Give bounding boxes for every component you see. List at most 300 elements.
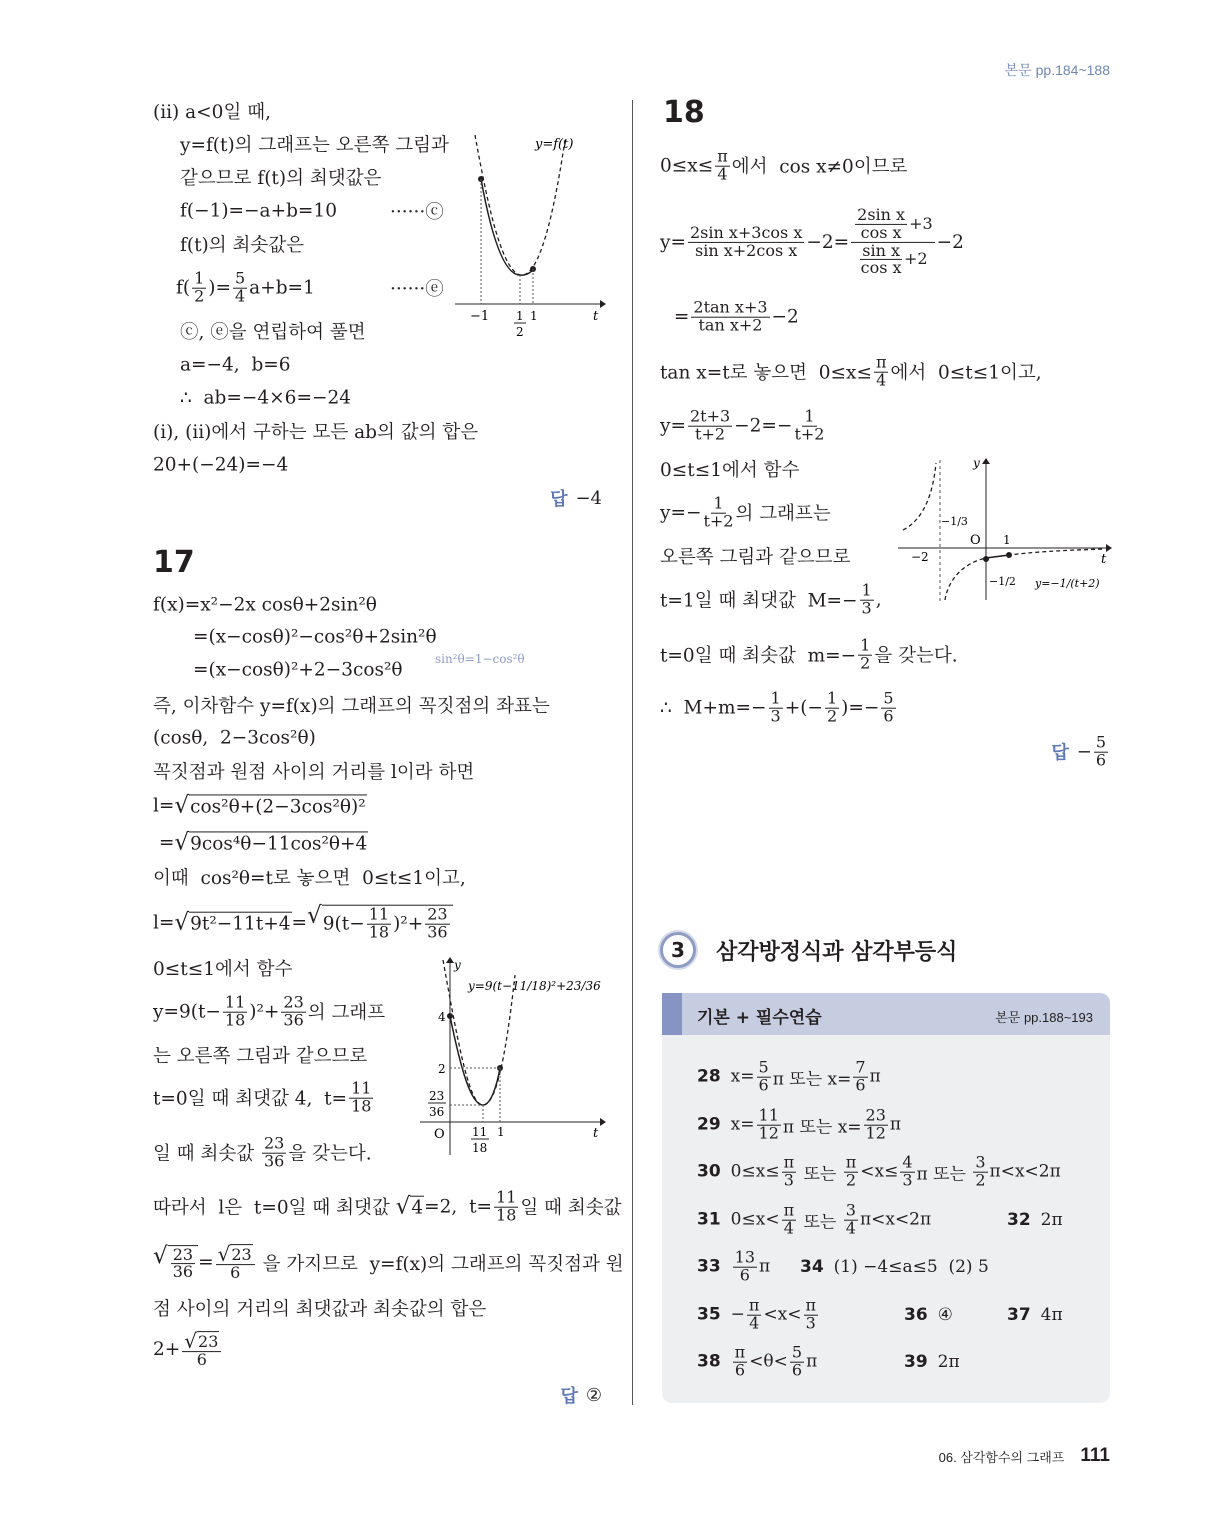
math-text: π <box>869 1067 881 1087</box>
math-text: 1 <box>861 580 872 600</box>
math-text: 11 <box>224 992 246 1012</box>
math-text: +3 <box>909 213 933 233</box>
math-text: 20+(−24)=−4 <box>153 454 289 476</box>
math-text: 6 <box>855 1075 866 1095</box>
answer-item <box>1007 1210 1063 1230</box>
axis-label: t <box>1101 552 1107 567</box>
math-text: ⓒ, ⓔ을 연립하여 풀면 <box>180 322 366 343</box>
solution-line <box>153 831 368 854</box>
item-number: 28 <box>697 1067 721 1087</box>
math-text: y=9(t− <box>153 1001 221 1023</box>
solution-line <box>153 1331 223 1369</box>
graph-label: y=f(t) <box>535 137 574 152</box>
math-text: 5 <box>1095 732 1106 752</box>
math-text: π<x<2π <box>989 1162 1061 1182</box>
math-text: 6 <box>230 1263 241 1283</box>
math-text: +(− <box>784 697 823 719</box>
math-text: 같으므로 f(t)의 최댓값은 <box>180 168 382 189</box>
solution-line <box>668 297 799 335</box>
math-text: 3 <box>845 1200 856 1220</box>
math-text: <x≤ <box>860 1162 899 1182</box>
solution-line <box>180 164 381 190</box>
square-root: √ 9cos⁴θ−11cos²θ+4 <box>174 829 368 856</box>
axis-label: y <box>454 958 461 972</box>
math-text: 을 갖는다. <box>874 646 958 667</box>
solution-line <box>180 318 366 344</box>
fraction <box>349 1078 373 1116</box>
solution-line <box>660 543 850 569</box>
math-text: f(t)의 최솟값은 <box>180 235 304 256</box>
math-text: 1 <box>860 635 871 655</box>
solution-line <box>660 204 964 278</box>
fraction <box>688 222 804 260</box>
graph-hyperbola-18 <box>893 455 1118 605</box>
math-text: f( <box>176 277 191 299</box>
math-text: 18 <box>351 1096 372 1116</box>
fraction <box>182 1331 221 1369</box>
tick-label: −1/2 <box>989 575 1016 588</box>
math-text: (cosθ, 2−3cos²θ) <box>153 727 316 749</box>
solution-line <box>153 455 288 476</box>
math-text: π<x<2π <box>859 1210 932 1230</box>
problem-number: 18 <box>663 95 705 130</box>
math-text: (ⅰ), (ⅱ)에서 구하는 모든 ab의 값의 합은 <box>153 422 479 443</box>
math-text: 0≤t≤1에서 함수 <box>660 460 800 481</box>
math-text: ④ <box>937 1305 953 1325</box>
math-text: π 또는 x= <box>782 1117 862 1138</box>
math-text: 2t+3 <box>689 406 731 426</box>
math-text: 2 <box>194 286 205 306</box>
solution-line <box>660 406 826 444</box>
answer-tag: 답 <box>550 489 568 510</box>
answer-tag: 답 <box>560 1386 578 1407</box>
fraction <box>192 268 206 306</box>
math-text: 36 <box>427 922 448 942</box>
math-text: 4 <box>902 1152 913 1172</box>
axis-label: t <box>593 309 599 324</box>
math-text: )=− <box>841 697 880 719</box>
math-text: 0≤x≤ <box>730 1162 780 1182</box>
math-text: y=f(t)의 그래프는 오른쪽 그림과 <box>180 135 449 156</box>
answer-value: −4 <box>575 487 602 509</box>
fraction <box>790 1342 804 1380</box>
page-footer <box>939 1445 1110 1467</box>
fraction <box>858 635 872 673</box>
math-text: 즉, 이차함수 y=f(x)의 그래프의 꼭짓점의 좌표는 <box>153 696 550 717</box>
origin-label: O <box>434 1127 445 1142</box>
answer-tag: 답 <box>1051 743 1069 764</box>
math-text: sin x+2cos x <box>695 240 798 260</box>
header-flag <box>662 993 682 1035</box>
math-text: =(x−cosθ)²+2−3cos²θ <box>193 659 403 681</box>
item-number: 36 <box>904 1305 928 1325</box>
math-text: tan x=t로 놓으면 0≤x≤ <box>660 363 872 384</box>
math-text: 2π <box>1040 1210 1063 1230</box>
item-value <box>730 1057 881 1095</box>
answer-item <box>800 1257 989 1277</box>
math-text: 6 <box>791 1360 803 1380</box>
math-text: 2 <box>845 1170 857 1190</box>
tick-label: 2 <box>516 325 524 339</box>
math-text: 의 그래프 <box>307 1003 386 1024</box>
fraction <box>782 1200 797 1238</box>
tick-label: 23 <box>429 1089 445 1103</box>
solution-line <box>660 352 1042 390</box>
solution-line <box>153 758 474 784</box>
solution-line <box>660 146 908 184</box>
tick-label: 4 <box>438 1010 446 1024</box>
math-text: 을 가지므로 y=f(x)의 그래프의 꼭짓점과 원 <box>256 1253 624 1275</box>
solution-line <box>660 635 958 673</box>
math-text: 23 <box>865 1105 886 1125</box>
item-value <box>730 1105 902 1143</box>
chapter-title: 06. 삼각함수의 그래프 <box>938 1449 1065 1465</box>
square-root: √ cos²θ+(2−3cos²θ)² <box>174 792 366 819</box>
math-text: 13 <box>734 1247 756 1267</box>
math-text: y= <box>660 415 686 437</box>
item-number: 39 <box>904 1352 928 1372</box>
math-text: π <box>734 1342 746 1362</box>
math-text: +2 <box>903 249 928 269</box>
math-text: cos x <box>860 258 902 278</box>
math-text: )= <box>208 277 231 299</box>
fraction <box>844 1200 858 1238</box>
math-group <box>858 240 928 278</box>
math-text: −2 <box>936 231 964 253</box>
item-value <box>938 1305 953 1325</box>
side-note: sin²θ=1−cos²θ <box>435 652 525 666</box>
graph-label: y=−1/(t+2) <box>1035 577 1100 590</box>
math-text: 9(t− <box>322 913 365 935</box>
fraction <box>860 580 874 618</box>
item-number: 30 <box>697 1162 721 1182</box>
math-text: 7 <box>855 1057 866 1077</box>
math-text: 1 <box>804 406 815 426</box>
math-text: y=− <box>660 502 702 524</box>
square-root: √ 23 <box>184 1329 219 1354</box>
math-text: π <box>759 1257 771 1277</box>
math-text: −2 <box>771 306 799 328</box>
math-text: 11 <box>368 904 390 924</box>
math-text: <x< <box>763 1305 802 1325</box>
graph-label: y=9(t−11/18)²+23/36 <box>468 979 601 993</box>
math-text: , <box>875 589 882 611</box>
answer-value: ② <box>585 1384 602 1406</box>
answer-item <box>697 1200 932 1238</box>
math-text: 일 때 최솟값 <box>153 1144 260 1165</box>
fraction <box>281 992 305 1030</box>
math-text: π <box>717 146 728 166</box>
fraction <box>804 1295 819 1333</box>
math-text: −2= <box>806 231 850 253</box>
solution-line <box>153 864 466 890</box>
math-text: 4 <box>845 1218 856 1238</box>
math-text: π <box>806 1352 818 1372</box>
math-text: = <box>291 912 308 934</box>
math-text: 는 오른쪽 그림과 같으므로 <box>153 1046 368 1067</box>
math-text: l= <box>153 795 175 817</box>
math-text: 18 <box>368 922 390 942</box>
solution-line <box>153 1244 624 1282</box>
math-text: − <box>730 1305 745 1325</box>
math-text: 1 <box>713 493 724 513</box>
solution-line <box>153 794 367 817</box>
math-text: 4 <box>749 1313 760 1333</box>
tick-label: 36 <box>429 1105 445 1119</box>
fraction <box>973 1152 987 1190</box>
item-number: 37 <box>1007 1305 1031 1325</box>
math-text: = <box>198 1252 214 1274</box>
solution-line <box>660 456 799 482</box>
item-number: 34 <box>800 1257 824 1277</box>
problem-number: 17 <box>153 545 195 580</box>
math-text: 또는 <box>798 1164 842 1185</box>
fraction <box>425 904 449 942</box>
math-text: 2+ <box>153 1339 181 1361</box>
math-text: 3 <box>902 1170 913 1190</box>
item-value <box>938 1352 960 1372</box>
math-text: 0≤x< <box>730 1210 780 1230</box>
math-group <box>322 904 452 942</box>
math-text: 3 <box>861 598 872 618</box>
tick-label: 2 <box>438 1062 446 1076</box>
math-text: 12 <box>865 1123 886 1143</box>
math-text: 1 <box>770 688 781 708</box>
math-text: 3 <box>783 1170 794 1190</box>
math-text: 36 <box>172 1262 194 1282</box>
answer-18 <box>1051 732 1110 770</box>
math-text: π 또는 x= <box>772 1069 852 1090</box>
square-root: √ 4 <box>395 1193 424 1220</box>
math-text: t=0일 때 최댓값 4, t= <box>153 1089 348 1110</box>
tick-label: −1 <box>470 309 490 324</box>
fraction <box>216 1244 255 1282</box>
math-text: 1 <box>194 268 205 288</box>
math-text: 3 <box>975 1152 986 1172</box>
math-text: t+2 <box>695 424 726 444</box>
math-text: =(x−cosθ)²−cos²θ+2sin²θ <box>193 626 437 648</box>
math-text: t=0일 때 최솟값 m=− <box>660 646 857 667</box>
math-text: 36 <box>264 1151 285 1171</box>
answer-item <box>904 1305 953 1325</box>
fraction <box>262 1133 286 1171</box>
solution-line <box>153 955 292 981</box>
equation-mark: ······ⓒ <box>390 202 444 223</box>
item-number: 31 <box>697 1210 721 1230</box>
math-text: 0≤t≤1에서 함수 <box>153 959 293 980</box>
math-text: 2 <box>826 706 838 726</box>
math-text: π <box>783 1200 795 1220</box>
fraction <box>757 1057 771 1095</box>
math-text: 3 <box>805 1313 816 1333</box>
solution-line <box>180 131 449 157</box>
math-text: 을 갖는다. <box>288 1144 372 1165</box>
square-root: √ $\frac{23}{36}$ <box>153 1245 198 1282</box>
fraction <box>703 493 734 531</box>
fraction <box>223 992 247 1030</box>
item-value <box>834 1257 989 1277</box>
math-group <box>198 1331 219 1351</box>
math-text: 4 <box>717 164 728 184</box>
math-text: f(x)=x²−2x cosθ+2sin²θ <box>153 594 377 616</box>
graph-parabola-17 <box>415 955 610 1160</box>
math-text: 2tan x+3 <box>693 297 768 317</box>
math-text: 6 <box>758 1075 769 1095</box>
math-text: 6 <box>1095 750 1106 770</box>
math-text: )²+ <box>393 913 424 935</box>
math-text: 꼭짓점과 원점 사이의 거리를 l이라 하면 <box>153 762 475 783</box>
solution-line <box>153 1078 375 1116</box>
fraction <box>757 1105 781 1143</box>
solution-line <box>180 201 337 222</box>
math-text: 36 <box>283 1010 304 1030</box>
math-text: ∴ M+m=− <box>660 697 767 719</box>
math-group <box>853 204 933 242</box>
math-text: 의 그래프는 <box>735 504 831 525</box>
math-text: 23 <box>283 992 304 1012</box>
math-text: t+2 <box>794 424 825 444</box>
math-text: tan x+2 <box>698 315 763 335</box>
fraction <box>747 1295 762 1333</box>
axis-label: y <box>973 456 980 470</box>
math-group <box>190 914 290 935</box>
section-title: 삼각방정식과 삼각부등식 <box>716 939 958 965</box>
math-text: 5 <box>883 688 894 708</box>
item-value <box>730 1152 1061 1190</box>
math-text: x= <box>730 1067 755 1087</box>
math-text: y= <box>660 231 686 253</box>
math-text: a+b=1 <box>249 277 315 299</box>
math-text: 1 <box>826 688 838 708</box>
solution-line <box>660 580 882 618</box>
square-root: √ 9t²−11t+4 <box>174 909 291 936</box>
solution-line <box>153 1187 622 1225</box>
solution-line <box>660 688 898 726</box>
solution-line <box>153 1133 372 1171</box>
math-text: 4 <box>234 286 246 306</box>
math-text: cos x <box>860 222 902 242</box>
math-text: 2 <box>860 653 871 673</box>
answer-item <box>904 1352 960 1372</box>
math-text: 0≤x≤ <box>660 155 714 177</box>
math-text: 11 <box>758 1105 779 1125</box>
fraction <box>1094 732 1108 770</box>
answer-17 <box>560 1382 602 1408</box>
fraction <box>794 406 825 444</box>
answer-item <box>1007 1305 1063 1325</box>
math-text: 6 <box>734 1360 746 1380</box>
solution-line <box>153 98 271 124</box>
solution-line <box>153 902 453 942</box>
math-text: = <box>153 832 175 854</box>
item-value <box>1041 1210 1063 1230</box>
tick-label: −2 <box>911 550 929 564</box>
math-text: 23 <box>231 1244 252 1264</box>
box-ref: 본문 pp.188~193 <box>995 1010 1093 1025</box>
answer-item <box>697 1295 820 1333</box>
math-text: 2 <box>975 1170 986 1190</box>
fraction <box>900 1152 914 1190</box>
item-number: 35 <box>697 1305 721 1325</box>
fraction <box>494 1187 518 1225</box>
fraction <box>367 904 391 942</box>
item-value <box>731 1342 818 1380</box>
axis-label: t <box>593 1126 599 1141</box>
answer-item <box>697 1342 818 1380</box>
item-value <box>730 1200 932 1238</box>
solution-line <box>153 728 316 749</box>
fraction <box>688 406 732 444</box>
answer-16 <box>550 485 602 511</box>
tick-label: 1 <box>497 1125 505 1139</box>
graph-parabola-16 <box>450 130 610 345</box>
math-group <box>169 1244 197 1282</box>
math-text: π <box>748 1295 760 1315</box>
math-text: <θ< <box>749 1352 788 1372</box>
solution-line <box>176 268 315 306</box>
fraction <box>881 688 895 726</box>
answer-item <box>697 1057 881 1095</box>
math-text: 9t²−11t+4 <box>190 913 291 935</box>
origin-label: O <box>970 533 981 548</box>
section-number: 3 <box>660 932 696 968</box>
answer-box <box>662 993 1110 1403</box>
math-text: 4 <box>783 1218 794 1238</box>
tick-label: 1 <box>516 309 524 323</box>
math-text: t=1일 때 최댓값 M=− <box>660 591 858 612</box>
section-heading <box>660 932 957 968</box>
solution-line <box>153 418 478 444</box>
answer-item <box>697 1105 902 1143</box>
solution-line <box>153 1042 367 1068</box>
fraction <box>782 1152 797 1190</box>
math-text: 12 <box>758 1123 779 1143</box>
solution-line <box>660 493 831 531</box>
fraction <box>874 352 889 390</box>
fraction <box>825 688 839 726</box>
answer-item <box>697 1152 1061 1190</box>
math-text: 5 <box>234 268 246 288</box>
math-text: 2sin x+3cos x <box>689 222 803 242</box>
math-group <box>411 1198 423 1219</box>
math-group <box>231 1244 252 1264</box>
math-text: 4π <box>1040 1305 1063 1325</box>
answer-box-header <box>662 993 1110 1035</box>
item-number: 29 <box>697 1115 721 1135</box>
item-number: 38 <box>697 1352 721 1372</box>
math-text: 2sin x <box>857 204 906 224</box>
fraction <box>844 1152 859 1190</box>
math-text: 오른쪽 그림과 같으므로 <box>660 547 851 568</box>
math-text: 11 <box>496 1187 517 1207</box>
math-text: − <box>1076 741 1092 763</box>
fraction <box>733 1247 757 1285</box>
solution-line <box>153 1295 486 1321</box>
math-text: π <box>805 1295 817 1315</box>
math-text: a=−4, b=6 <box>180 354 291 376</box>
solution-line <box>193 627 437 648</box>
item-number: 32 <box>1007 1210 1031 1230</box>
math-text: ∴ ab=−4×6=−24 <box>180 387 351 409</box>
math-text: l= <box>153 912 175 934</box>
math-text: π <box>845 1152 857 1172</box>
math-text: cos²θ+(2−3cos²θ)² <box>190 796 366 818</box>
math-text: 일 때 최솟값 <box>520 1198 622 1219</box>
square-root: √ 9(t− $\frac{11}{18}$ )²+ $\frac{23}{36}$ <box>307 905 453 942</box>
tick-label: 18 <box>472 1141 488 1155</box>
fraction <box>171 1244 195 1282</box>
solution-line <box>153 692 550 718</box>
